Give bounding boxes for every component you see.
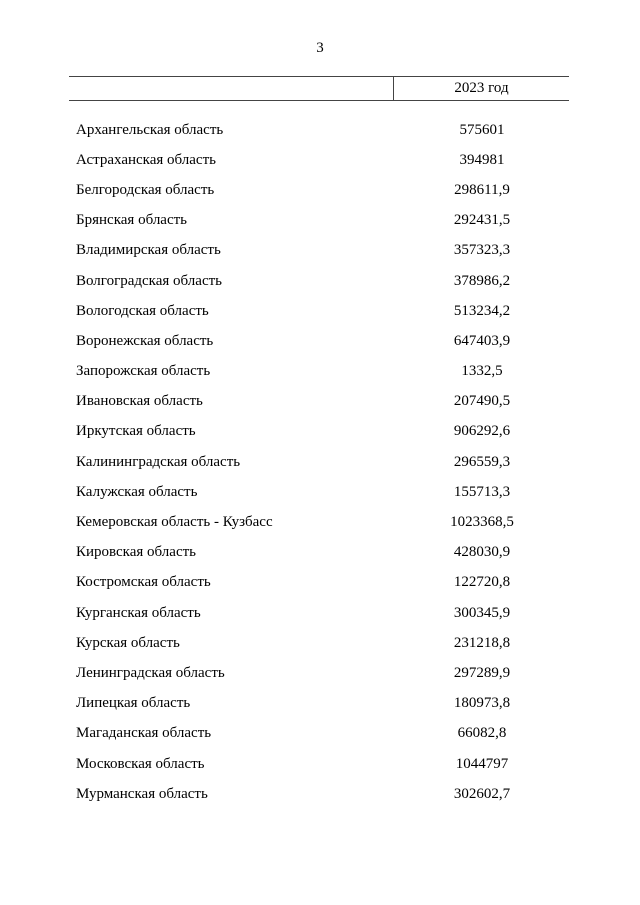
region-name: Магаданская область	[76, 725, 212, 742]
region-value: 180973,8	[453, 695, 511, 712]
region-name: Курганская область	[76, 604, 201, 621]
region-value: 428030,9	[453, 544, 511, 561]
table-row	[76, 598, 570, 628]
table-row	[76, 719, 570, 749]
table-row	[76, 206, 570, 236]
table-row	[76, 628, 570, 658]
table-row	[76, 236, 570, 266]
region-value: 300345,9	[453, 604, 511, 621]
region-value: 357323,3	[453, 242, 511, 259]
region-value: 66082,8	[457, 725, 507, 742]
region-table-body	[76, 115, 570, 809]
region-value: 296559,3	[453, 453, 511, 470]
region-name: Московская область	[76, 755, 205, 772]
region-value: 575601	[459, 121, 505, 138]
page-number: 3	[316, 40, 324, 56]
region-name: Астраханская область	[76, 151, 216, 168]
region-name: Костромская область	[76, 574, 211, 591]
table-row	[76, 145, 570, 175]
table-row	[76, 266, 570, 296]
header-year-label: 2023 год	[454, 80, 509, 96]
region-name: Липецкая область	[76, 695, 191, 712]
region-value: 394981	[459, 151, 505, 168]
region-name: Воронежская область	[76, 332, 214, 349]
region-value: 378986,2	[453, 272, 511, 289]
table-row	[76, 296, 570, 326]
region-value: 298611,9	[454, 181, 510, 198]
region-name: Запорожская область	[76, 363, 211, 380]
region-name: Ивановская область	[76, 393, 203, 410]
region-name: Ленинградская область	[76, 664, 225, 681]
table-row	[76, 779, 570, 809]
table-row	[76, 387, 570, 417]
region-name: Калининградская область	[76, 453, 241, 470]
region-value: 207490,5	[453, 393, 511, 410]
table-header	[69, 76, 569, 101]
region-value: 292431,5	[453, 212, 511, 229]
region-value: 122720,8	[453, 574, 511, 591]
region-name: Калужская область	[76, 483, 198, 500]
region-name: Иркутская область	[76, 423, 196, 440]
table-row	[76, 175, 570, 205]
region-name: Владимирская область	[76, 242, 221, 259]
table-row	[76, 477, 570, 507]
table-row	[76, 417, 570, 447]
region-name: Волгоградская область	[76, 272, 222, 289]
region-name: Брянская область	[76, 212, 188, 229]
region-name: Кемеровская область - Кузбасс	[76, 514, 273, 531]
region-value: 297289,9	[453, 664, 511, 681]
table-row	[76, 507, 570, 537]
region-value: 302602,7	[453, 785, 511, 802]
region-value: 155713,3	[453, 483, 511, 500]
region-value: 1044797	[455, 755, 509, 772]
region-name: Мурманская область	[76, 785, 208, 802]
table-row	[76, 538, 570, 568]
table-row	[76, 689, 570, 719]
table-row	[76, 568, 570, 598]
table-row	[76, 357, 570, 387]
region-name: Белгородская область	[76, 181, 215, 198]
table-row	[76, 749, 570, 779]
region-value: 647403,9	[453, 332, 511, 349]
table-row	[76, 447, 570, 477]
region-value: 906292,6	[453, 423, 511, 440]
region-value: 231218,8	[453, 634, 511, 651]
region-name: Архангельская область	[76, 121, 224, 138]
region-value: 1332,5	[461, 363, 503, 380]
region-name: Курская область	[76, 634, 180, 651]
region-value: 513234,2	[453, 302, 511, 319]
region-name: Вологодская область	[76, 302, 209, 319]
region-value: 1023368,5	[450, 514, 514, 531]
region-name: Кировская область	[76, 544, 197, 561]
table-row	[76, 115, 570, 145]
table-row	[76, 326, 570, 356]
table-row	[76, 658, 570, 688]
